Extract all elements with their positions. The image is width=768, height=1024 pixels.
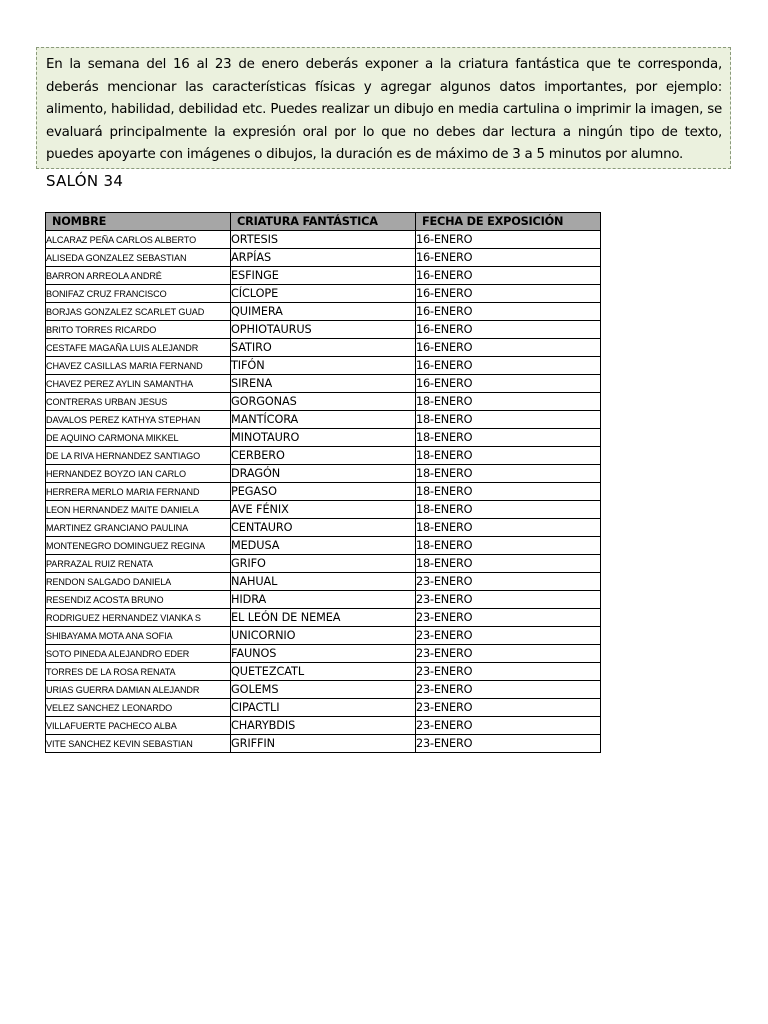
student-name-cell: SOTO PINEDA ALEJANDRO EDER	[46, 645, 231, 663]
creature-cell: PEGASO	[231, 483, 416, 501]
student-name-cell: VITE SANCHEZ KEVIN SEBASTIAN	[46, 735, 231, 753]
creature-cell: ORTESIS	[231, 231, 416, 249]
student-name-cell: DAVALOS PEREZ KATHYA STEPHAN	[46, 411, 231, 429]
creature-cell: MANTÍCORA	[231, 411, 416, 429]
creature-cell: CHARYBDIS	[231, 717, 416, 735]
creature-cell: SIRENA	[231, 375, 416, 393]
table-row	[46, 735, 601, 753]
table-row	[46, 375, 601, 393]
student-name-cell: DE LA RIVA HERNANDEZ SANTIAGO	[46, 447, 231, 465]
table-row	[46, 267, 601, 285]
student-name-cell: CESTAFE MAGAÑA LUIS ALEJANDR	[46, 339, 231, 357]
instructions-text: En la semana del 16 al 23 de enero deberás exponer a la criatura fantástica que te corresponda, deberás mencionar las características físicas y agregar algunos datos importantes, por ejemplo: alimento, habilidad, debilidad etc. Puedes realizar un dibujo en media cartulina o imprimir la imagen, se evaluará principalmente la expresión oral por lo que no debes dar lectura a ningún tipo de texto, puedes apoyarte con imágenes o dibujos, la duración es de máximo de 3 a 5 minutos por alumno.	[46, 57, 722, 163]
table-row	[46, 321, 601, 339]
creature-cell: MINOTAURO	[231, 429, 416, 447]
student-name-cell: ALCARAZ PEÑA CARLOS ALBERTO	[46, 231, 231, 249]
date-cell: 18-ENERO	[416, 447, 601, 465]
table-row	[46, 429, 601, 447]
table-row	[46, 393, 601, 411]
student-name-cell: TORRES DE LA ROSA RENATA	[46, 663, 231, 681]
table-row	[46, 519, 601, 537]
creature-cell: UNICORNIO	[231, 627, 416, 645]
student-name-cell: RODRIGUEZ HERNANDEZ VIANKA S	[46, 609, 231, 627]
date-cell: 16-ENERO	[416, 357, 601, 375]
student-name-cell: BONIFAZ CRUZ FRANCISCO	[46, 285, 231, 303]
creature-cell: NAHUAL	[231, 573, 416, 591]
student-name-cell: HERRERA MERLO MARIA FERNAND	[46, 483, 231, 501]
table-row	[46, 339, 601, 357]
date-cell: 16-ENERO	[416, 375, 601, 393]
table-row	[46, 447, 601, 465]
table-row	[46, 411, 601, 429]
creature-cell: CÍCLOPE	[231, 285, 416, 303]
creature-cell: FAUNOS	[231, 645, 416, 663]
creature-cell: ESFINGE	[231, 267, 416, 285]
table-row	[46, 231, 601, 249]
table-row	[46, 645, 601, 663]
student-name-cell: CHAVEZ CASILLAS MARIA FERNAND	[46, 357, 231, 375]
date-cell: 23-ENERO	[416, 735, 601, 753]
table-row	[46, 555, 601, 573]
date-cell: 18-ENERO	[416, 555, 601, 573]
table-row	[46, 249, 601, 267]
table-row	[46, 591, 601, 609]
date-cell: 16-ENERO	[416, 339, 601, 357]
table-body	[46, 231, 601, 753]
student-name-cell: BORJAS GONZALEZ SCARLET GUAD	[46, 303, 231, 321]
date-cell: 23-ENERO	[416, 591, 601, 609]
student-name-cell: LEON HERNANDEZ MAITE DANIELA	[46, 501, 231, 519]
date-cell: 18-ENERO	[416, 465, 601, 483]
student-name-cell: RESENDIZ ACOSTA BRUNO	[46, 591, 231, 609]
date-cell: 23-ENERO	[416, 609, 601, 627]
table-row	[46, 501, 601, 519]
creature-cell: HIDRA	[231, 591, 416, 609]
creature-cell: GRIFFIN	[231, 735, 416, 753]
table-header-row	[46, 213, 601, 231]
table-row	[46, 465, 601, 483]
date-cell: 16-ENERO	[416, 321, 601, 339]
header-date: FECHA DE EXPOSICIÓN	[416, 213, 601, 231]
student-name-cell: MONTENEGRO DOMINGUEZ REGINA	[46, 537, 231, 555]
date-cell: 23-ENERO	[416, 627, 601, 645]
assignment-table	[45, 212, 601, 753]
date-cell: 18-ENERO	[416, 429, 601, 447]
date-cell: 18-ENERO	[416, 537, 601, 555]
student-name-cell: HERNANDEZ BOYZO IAN CARLO	[46, 465, 231, 483]
student-name-cell: CONTRERAS URBAN JESUS	[46, 393, 231, 411]
date-cell: 18-ENERO	[416, 501, 601, 519]
student-name-cell: MARTINEZ GRANCIANO PAULINA	[46, 519, 231, 537]
date-cell: 18-ENERO	[416, 411, 601, 429]
date-cell: 18-ENERO	[416, 519, 601, 537]
instructions-box	[36, 47, 731, 169]
date-cell: 23-ENERO	[416, 663, 601, 681]
date-cell: 16-ENERO	[416, 285, 601, 303]
creature-cell: EL LEÓN DE NEMEA	[231, 609, 416, 627]
date-cell: 18-ENERO	[416, 483, 601, 501]
table-row	[46, 573, 601, 591]
student-name-cell: PARRAZAL RUIZ RENATA	[46, 555, 231, 573]
creature-cell: GOLEMS	[231, 681, 416, 699]
student-name-cell: BARRON ARREOLA ANDRÉ	[46, 267, 231, 285]
student-name-cell: BRITO TORRES RICARDO	[46, 321, 231, 339]
date-cell: 16-ENERO	[416, 249, 601, 267]
date-cell: 23-ENERO	[416, 699, 601, 717]
table-row	[46, 537, 601, 555]
creature-cell: CERBERO	[231, 447, 416, 465]
creature-cell: ARPÍAS	[231, 249, 416, 267]
date-cell: 23-ENERO	[416, 717, 601, 735]
creature-cell: OPHIOTAURUS	[231, 321, 416, 339]
creature-cell: QUIMERA	[231, 303, 416, 321]
date-cell: 23-ENERO	[416, 681, 601, 699]
student-name-cell: CHAVEZ PEREZ AYLIN SAMANTHA	[46, 375, 231, 393]
table-row	[46, 663, 601, 681]
table-row	[46, 627, 601, 645]
table-row	[46, 357, 601, 375]
creature-cell: GRIFO	[231, 555, 416, 573]
header-creature: CRIATURA FANTÁSTICA	[231, 213, 416, 231]
student-name-cell: DE AQUINO CARMONA MIKKEL	[46, 429, 231, 447]
table-row	[46, 717, 601, 735]
classroom-label: SALÓN 34	[46, 172, 124, 190]
creature-cell: CENTAURO	[231, 519, 416, 537]
date-cell: 18-ENERO	[416, 393, 601, 411]
creature-cell: GORGONAS	[231, 393, 416, 411]
student-name-cell: RENDON SALGADO DANIELA	[46, 573, 231, 591]
date-cell: 16-ENERO	[416, 231, 601, 249]
creature-cell: AVE FÉNIX	[231, 501, 416, 519]
date-cell: 16-ENERO	[416, 303, 601, 321]
date-cell: 23-ENERO	[416, 645, 601, 663]
creature-cell: SATIRO	[231, 339, 416, 357]
student-name-cell: ALISEDA GONZALEZ SEBASTIAN	[46, 249, 231, 267]
table-row	[46, 285, 601, 303]
student-name-cell: URIAS GUERRA DAMIAN ALEJANDR	[46, 681, 231, 699]
table-row	[46, 609, 601, 627]
creature-cell: DRAGÓN	[231, 465, 416, 483]
creature-cell: CIPACTLI	[231, 699, 416, 717]
date-cell: 23-ENERO	[416, 573, 601, 591]
table-row	[46, 699, 601, 717]
creature-cell: MEDUSA	[231, 537, 416, 555]
table-row	[46, 483, 601, 501]
student-name-cell: SHIBAYAMA MOTA ANA SOFIA	[46, 627, 231, 645]
student-name-cell: VILLAFUERTE PACHECO ALBA	[46, 717, 231, 735]
table-row	[46, 303, 601, 321]
student-name-cell: VELEZ SANCHEZ LEONARDO	[46, 699, 231, 717]
date-cell: 16-ENERO	[416, 267, 601, 285]
creature-cell: TIFÓN	[231, 357, 416, 375]
header-name: NOMBRE	[46, 213, 231, 231]
table-row	[46, 681, 601, 699]
creature-cell: QUETEZCATL	[231, 663, 416, 681]
